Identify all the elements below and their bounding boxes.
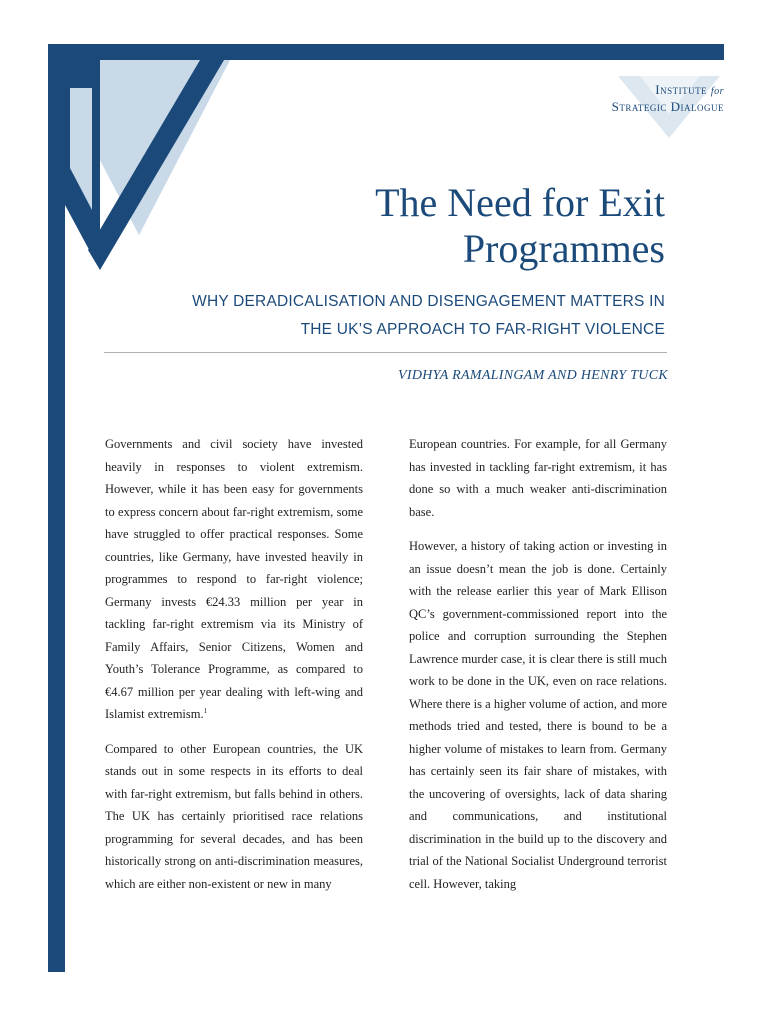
right-paragraph-1: European countries. For example, for all Germany has invested in tackling far-right extremism, it has done so with a much weaker anti-discrimination base. [409,437,667,519]
left-text-column [105,433,363,907]
subtitle-line-1: WHY DERADICALISATION AND DISENGAGEMENT MATTERS IN [192,293,665,310]
left-paragraph-2: Compared to other European countries, the UK stands out in some respects in its efforts to deal with far-right extremism, but falls behind in others. The UK has certainly prioritised race relations programming for several decades, and has been historically strong on anti-discrimination measures, which are either non-existent or new in many [105,741,363,891]
subtitle-line-2: THE UK’S APPROACH TO FAR-RIGHT VIOLENCE [300,321,665,338]
logo-line-2: Strategic Dialogue [611,99,724,114]
page-subtitle [85,288,665,344]
page-title [145,180,665,272]
top-bar-shape [48,44,724,60]
left-paragraph-1 [105,433,363,726]
right-paragraph-2: However, a history of taking action or investing in an issue doesn’t mean the job is done. Certainly with the release earlier this year of Mark Ellison QC’s government-commissioned report into the police and corruption surrounding the Stephen Lawrence murder case, it is clear there is still much work to be done in the UK, even on race relations. Where there is a higher volume of action, and more methods tried and tested, there is bound to be a higher volume of mistakes to learn from. Germany has certainly seen its fair share of mistakes, with the uncovering of oversights, lack of data sharing and communications, and institutional discrimination in the build up to the discovery and trial of the National Socialist Underground terrorist cell. However, taking [409,539,667,891]
logo-line-1 [612,82,724,99]
logo-institute-text: Institute [655,82,708,97]
left-bar-shape [48,60,65,972]
title-line-1: The Need for Exit [375,180,665,225]
title-line-2: Programmes [462,226,665,271]
left-paragraph-1-text: Governments and civil society have invested heavily in responses to violent extremism. However, while it has been easy for governments to express concern about far-right extremism, some have struggled to offer practical responses. Some countries, like Germany, have invested heavily in programmes to respond to far-right violence; Germany invests €24.33 million per year in tackling far-right extremism via its Ministry of Family Affairs, Senior Citizens, Women and Youth’s Tolerance Programme, as compared to €4.67 million per year dealing with left-wing and Islamist extremism. [105,437,363,721]
divider-rule [104,352,667,353]
right-text-column [409,433,667,907]
institute-logo [612,82,724,114]
footnote-marker[interactable]: 1 [203,706,208,715]
logo-for-text: for [710,86,724,97]
authors-byline: VIDHYA RAMALINGAM AND HENRY TUCK [398,368,668,383]
